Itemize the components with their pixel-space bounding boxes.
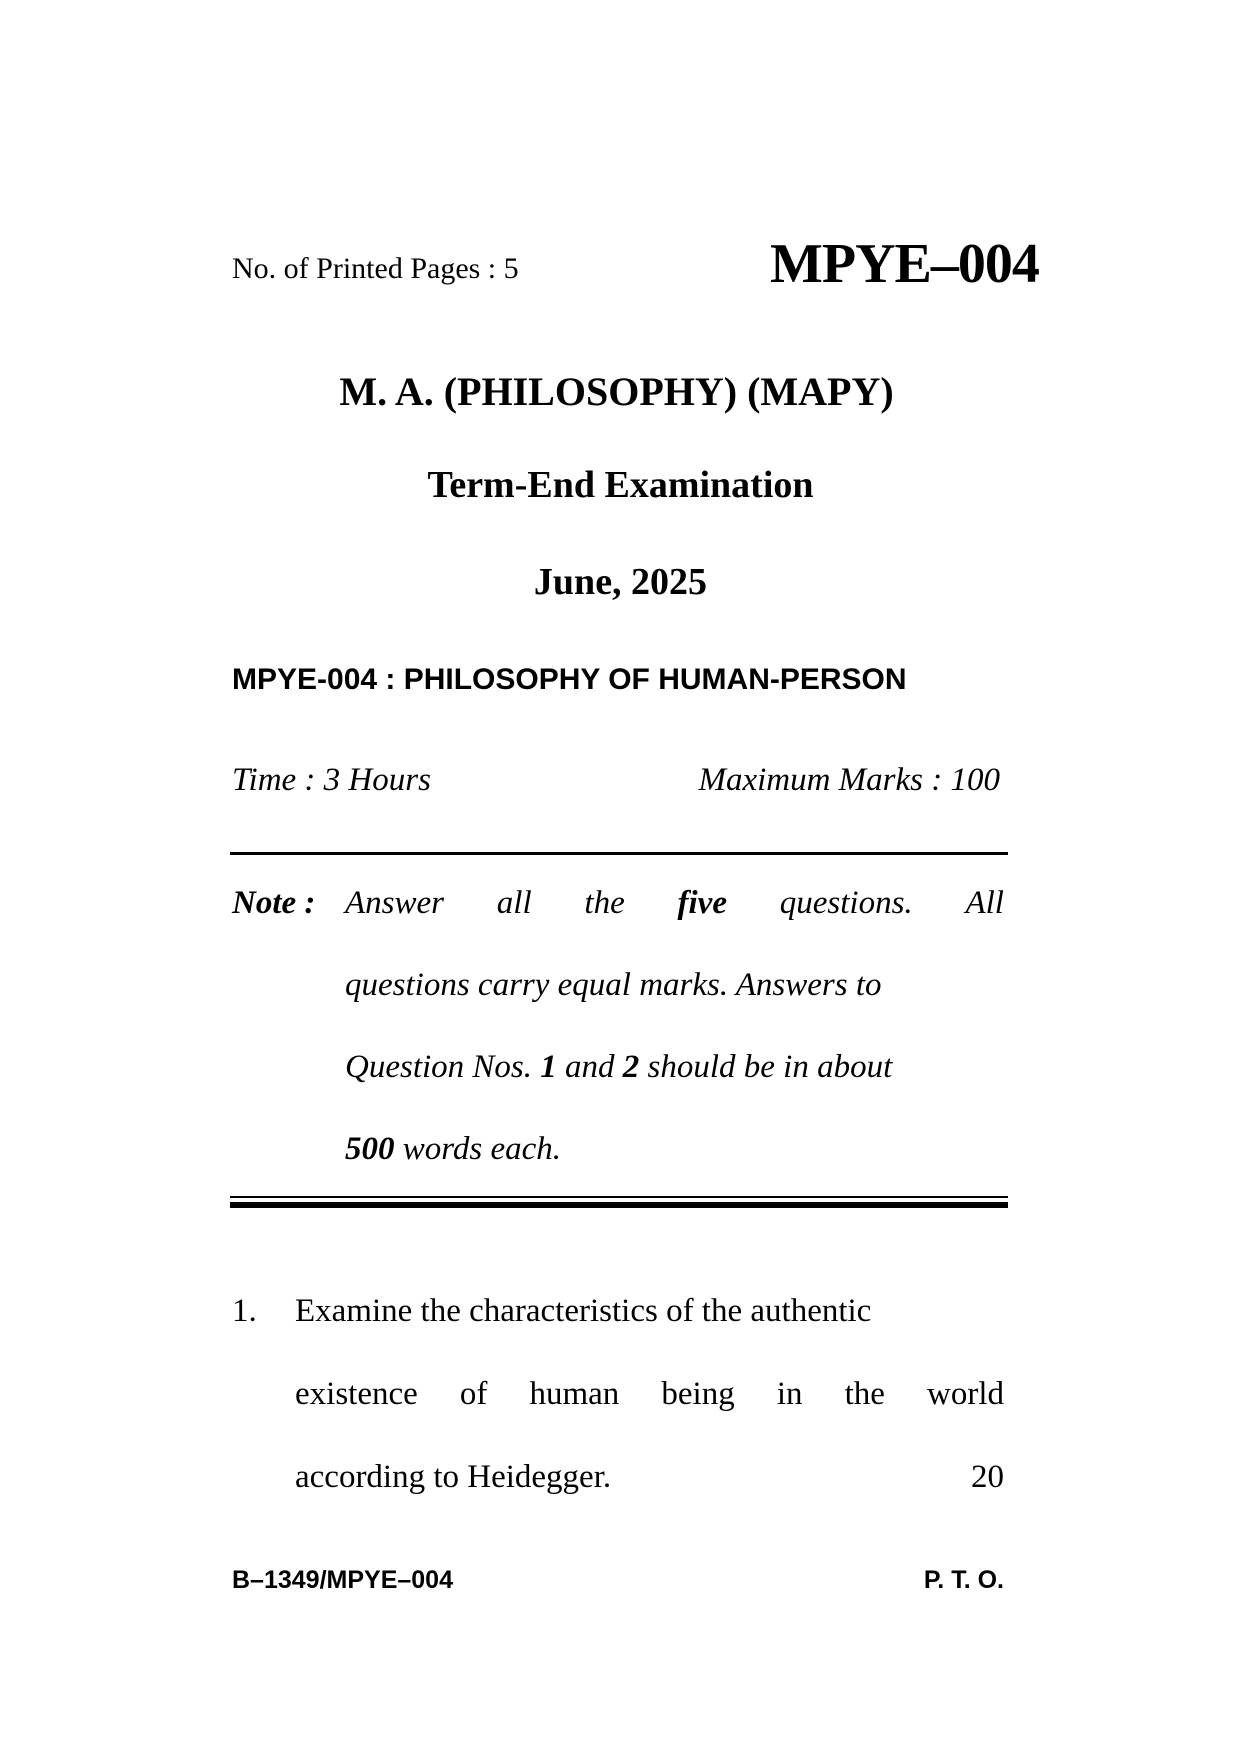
note-text: words each. <box>394 1131 562 1167</box>
footer-pto: P. T. O. <box>923 1566 1004 1594</box>
footer-paper-code: B–1349/MPYE–004 <box>232 1566 453 1594</box>
note-label: Note : <box>232 885 316 921</box>
note-word: Answer <box>345 885 444 921</box>
question-line-3 <box>295 1436 1004 1519</box>
note-question-number: 1 <box>540 1049 557 1085</box>
question-line-2 <box>295 1353 1004 1436</box>
question-word: existence <box>295 1376 418 1412</box>
question-word: being <box>661 1376 735 1412</box>
exam-title: Term-End Examination <box>427 464 814 506</box>
question-text <box>295 1270 1004 1519</box>
note-text: Question Nos. <box>345 1049 541 1085</box>
question-word: the <box>844 1376 885 1412</box>
question-word: of <box>459 1376 488 1412</box>
note-line-1 <box>345 862 1004 944</box>
question-number: 1. <box>232 1293 257 1329</box>
note-line-4 <box>345 1108 1004 1190</box>
question-1 <box>232 1270 1004 1519</box>
maximum-marks: Maximum Marks : 100 <box>698 762 1000 798</box>
note-text: should be in about <box>639 1049 893 1085</box>
exam-session: June, 2025 <box>533 561 708 603</box>
note-word-count: 500 <box>345 1131 395 1167</box>
question-word: human <box>529 1376 620 1412</box>
programme-title: M. A. (PHILOSOPHY) (MAPY) <box>339 369 894 414</box>
printed-pages-count: No. of Printed Pages : 5 <box>232 252 519 285</box>
instructions-note <box>232 862 1004 1190</box>
note-question-number: 2 <box>622 1049 640 1085</box>
double-rule-top <box>230 1196 1008 1198</box>
course-title: MPYE-004 : PHILOSOPHY OF HUMAN-PERSON <box>232 663 907 696</box>
question-word: world <box>927 1376 1004 1412</box>
note-word: questions. <box>779 885 913 921</box>
double-rule-bottom <box>230 1202 1008 1208</box>
note-line-3 <box>345 1026 1004 1108</box>
question-line-1: Examine the characteristics of the authentic <box>295 1293 872 1329</box>
note-text: and <box>556 1049 623 1085</box>
note-word: All <box>965 885 1004 921</box>
note-word: the <box>584 885 625 921</box>
note-body <box>345 862 1004 1190</box>
note-line-2: questions carry equal marks. Answers to <box>345 967 882 1003</box>
question-word: in <box>776 1376 803 1412</box>
question-text-end: according to Heidegger. <box>295 1459 612 1495</box>
question-marks: 20 <box>971 1459 1004 1495</box>
paper-code: MPYE–004 <box>770 233 1039 295</box>
divider-line <box>230 852 1008 855</box>
note-word-emphasis: five <box>677 885 727 921</box>
note-word: all <box>496 885 532 921</box>
time-allowed: Time : 3 Hours <box>232 762 431 798</box>
